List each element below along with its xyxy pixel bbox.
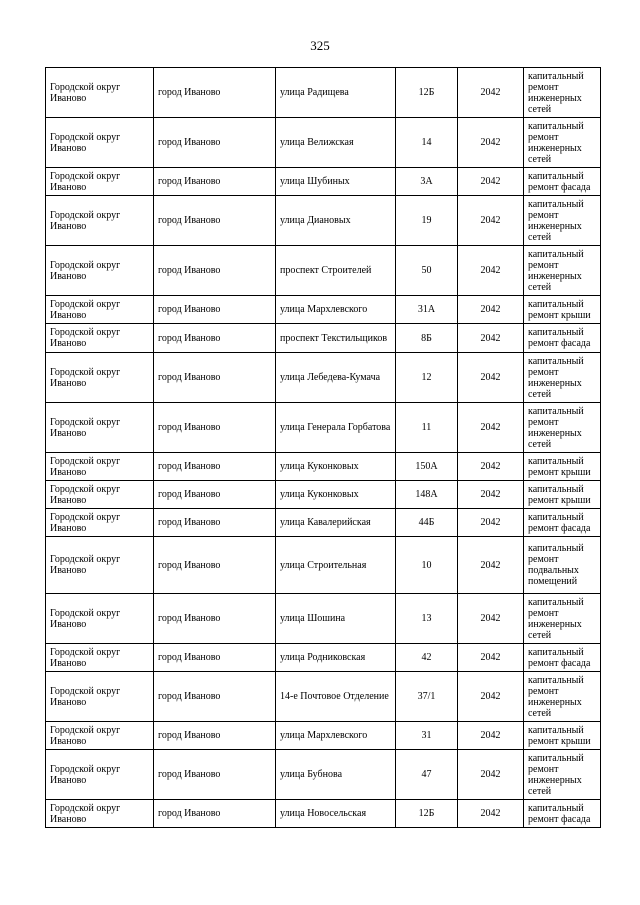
cell-city: город Иваново <box>154 353 276 403</box>
table-row <box>46 118 601 168</box>
table-row <box>46 722 601 750</box>
cell-city: город Иваново <box>154 509 276 537</box>
cell-year: 2042 <box>458 168 524 196</box>
cell-street: улица Велижская <box>276 118 396 168</box>
cell-okrug: Городской округ Иваново <box>46 800 154 828</box>
table-row <box>46 246 601 296</box>
cell-street: проспект Текстильщиков <box>276 324 396 353</box>
cell-year: 2042 <box>458 246 524 296</box>
cell-okrug: Городской округ Иваново <box>46 68 154 118</box>
cell-house: 19 <box>396 196 458 246</box>
cell-work: капитальный ремонт инженерных сетей <box>524 403 601 453</box>
cell-year: 2042 <box>458 296 524 324</box>
cell-house: 50 <box>396 246 458 296</box>
cell-okrug: Городской округ Иваново <box>46 246 154 296</box>
table-row <box>46 403 601 453</box>
cell-city: город Иваново <box>154 168 276 196</box>
cell-year: 2042 <box>458 644 524 672</box>
cell-street: улица Бубнова <box>276 750 396 800</box>
table-row <box>46 324 601 353</box>
cell-okrug: Городской округ Иваново <box>46 750 154 800</box>
cell-okrug: Городской округ Иваново <box>46 722 154 750</box>
cell-year: 2042 <box>458 68 524 118</box>
cell-street: улица Строительная <box>276 537 396 594</box>
cell-house: 12Б <box>396 800 458 828</box>
cell-year: 2042 <box>458 481 524 509</box>
cell-okrug: Городской округ Иваново <box>46 403 154 453</box>
cell-house: 47 <box>396 750 458 800</box>
cell-year: 2042 <box>458 672 524 722</box>
cell-house: 14 <box>396 118 458 168</box>
cell-city: город Иваново <box>154 644 276 672</box>
register-table <box>45 67 601 828</box>
cell-year: 2042 <box>458 509 524 537</box>
cell-okrug: Городской округ Иваново <box>46 324 154 353</box>
cell-okrug: Городской округ Иваново <box>46 296 154 324</box>
cell-work: капитальный ремонт инженерных сетей <box>524 750 601 800</box>
cell-okrug: Городской округ Иваново <box>46 594 154 644</box>
cell-house: 31А <box>396 296 458 324</box>
cell-work: капитальный ремонт инженерных сетей <box>524 353 601 403</box>
cell-house: 44Б <box>396 509 458 537</box>
cell-city: город Иваново <box>154 750 276 800</box>
cell-year: 2042 <box>458 403 524 453</box>
cell-okrug: Городской округ Иваново <box>46 453 154 481</box>
cell-street: улица Кавалерийская <box>276 509 396 537</box>
cell-house: 8Б <box>396 324 458 353</box>
cell-okrug: Городской округ Иваново <box>46 353 154 403</box>
cell-okrug: Городской округ Иваново <box>46 118 154 168</box>
table-row <box>46 672 601 722</box>
cell-street: улица Шубиных <box>276 168 396 196</box>
cell-city: город Иваново <box>154 296 276 324</box>
cell-street: улица Мархлевского <box>276 722 396 750</box>
cell-work: капитальный ремонт крыши <box>524 481 601 509</box>
table-row <box>46 800 601 828</box>
cell-year: 2042 <box>458 722 524 750</box>
cell-work: капитальный ремонт фасада <box>524 324 601 353</box>
cell-street: улица Лебедева-Кумача <box>276 353 396 403</box>
cell-work: капитальный ремонт инженерных сетей <box>524 196 601 246</box>
cell-house: 31 <box>396 722 458 750</box>
cell-year: 2042 <box>458 750 524 800</box>
cell-work: капитальный ремонт фасада <box>524 168 601 196</box>
table-row <box>46 68 601 118</box>
cell-work: капитальный ремонт фасада <box>524 644 601 672</box>
cell-okrug: Городской округ Иваново <box>46 509 154 537</box>
cell-street: проспект Строителей <box>276 246 396 296</box>
cell-city: город Иваново <box>154 324 276 353</box>
table-row <box>46 537 601 594</box>
cell-year: 2042 <box>458 324 524 353</box>
cell-okrug: Городской округ Иваново <box>46 537 154 594</box>
cell-work: капитальный ремонт инженерных сетей <box>524 246 601 296</box>
cell-city: город Иваново <box>154 672 276 722</box>
cell-street: 14-е Почтовое Отделение <box>276 672 396 722</box>
cell-work: капитальный ремонт инженерных сетей <box>524 68 601 118</box>
cell-house: 150А <box>396 453 458 481</box>
cell-okrug: Городской округ Иваново <box>46 196 154 246</box>
cell-year: 2042 <box>458 537 524 594</box>
cell-street: улица Куконковых <box>276 481 396 509</box>
cell-year: 2042 <box>458 353 524 403</box>
cell-city: город Иваново <box>154 800 276 828</box>
cell-house: 13 <box>396 594 458 644</box>
cell-work: капитальный ремонт инженерных сетей <box>524 118 601 168</box>
cell-street: улица Мархлевского <box>276 296 396 324</box>
cell-okrug: Городской округ Иваново <box>46 672 154 722</box>
cell-house: 37/1 <box>396 672 458 722</box>
cell-city: город Иваново <box>154 722 276 750</box>
table-row <box>46 296 601 324</box>
table-row <box>46 196 601 246</box>
table-row <box>46 644 601 672</box>
cell-work: капитальный ремонт инженерных сетей <box>524 594 601 644</box>
table-row <box>46 594 601 644</box>
cell-street: улица Диановых <box>276 196 396 246</box>
cell-city: город Иваново <box>154 196 276 246</box>
cell-street: улица Шошина <box>276 594 396 644</box>
cell-house: 42 <box>396 644 458 672</box>
cell-year: 2042 <box>458 196 524 246</box>
cell-city: город Иваново <box>154 403 276 453</box>
cell-city: город Иваново <box>154 246 276 296</box>
table-row <box>46 453 601 481</box>
cell-city: город Иваново <box>154 68 276 118</box>
table-row <box>46 353 601 403</box>
cell-work: капитальный ремонт инженерных сетей <box>524 672 601 722</box>
cell-street: улица Куконковых <box>276 453 396 481</box>
cell-work: капитальный ремонт подвальных помещений <box>524 537 601 594</box>
cell-year: 2042 <box>458 800 524 828</box>
cell-work: капитальный ремонт крыши <box>524 722 601 750</box>
cell-okrug: Городской округ Иваново <box>46 644 154 672</box>
cell-okrug: Городской округ Иваново <box>46 168 154 196</box>
cell-work: капитальный ремонт фасада <box>524 800 601 828</box>
cell-house: 12 <box>396 353 458 403</box>
cell-city: город Иваново <box>154 537 276 594</box>
cell-house: 10 <box>396 537 458 594</box>
cell-street: улица Генерала Горбатова <box>276 403 396 453</box>
cell-work: капитальный ремонт фасада <box>524 509 601 537</box>
cell-city: город Иваново <box>154 118 276 168</box>
page-number: 325 <box>310 38 330 53</box>
cell-work: капитальный ремонт крыши <box>524 296 601 324</box>
cell-city: город Иваново <box>154 481 276 509</box>
cell-year: 2042 <box>458 594 524 644</box>
cell-house: 11 <box>396 403 458 453</box>
table-row <box>46 168 601 196</box>
table-row <box>46 481 601 509</box>
cell-house: 12Б <box>396 68 458 118</box>
cell-work: капитальный ремонт крыши <box>524 453 601 481</box>
cell-okrug: Городской округ Иваново <box>46 481 154 509</box>
cell-city: город Иваново <box>154 453 276 481</box>
cell-year: 2042 <box>458 118 524 168</box>
table-row <box>46 750 601 800</box>
table-row <box>46 509 601 537</box>
cell-street: улица Родниковская <box>276 644 396 672</box>
cell-house: 148А <box>396 481 458 509</box>
cell-year: 2042 <box>458 453 524 481</box>
cell-house: 3А <box>396 168 458 196</box>
cell-city: город Иваново <box>154 594 276 644</box>
cell-street: улица Радищева <box>276 68 396 118</box>
cell-street: улица Новосельская <box>276 800 396 828</box>
